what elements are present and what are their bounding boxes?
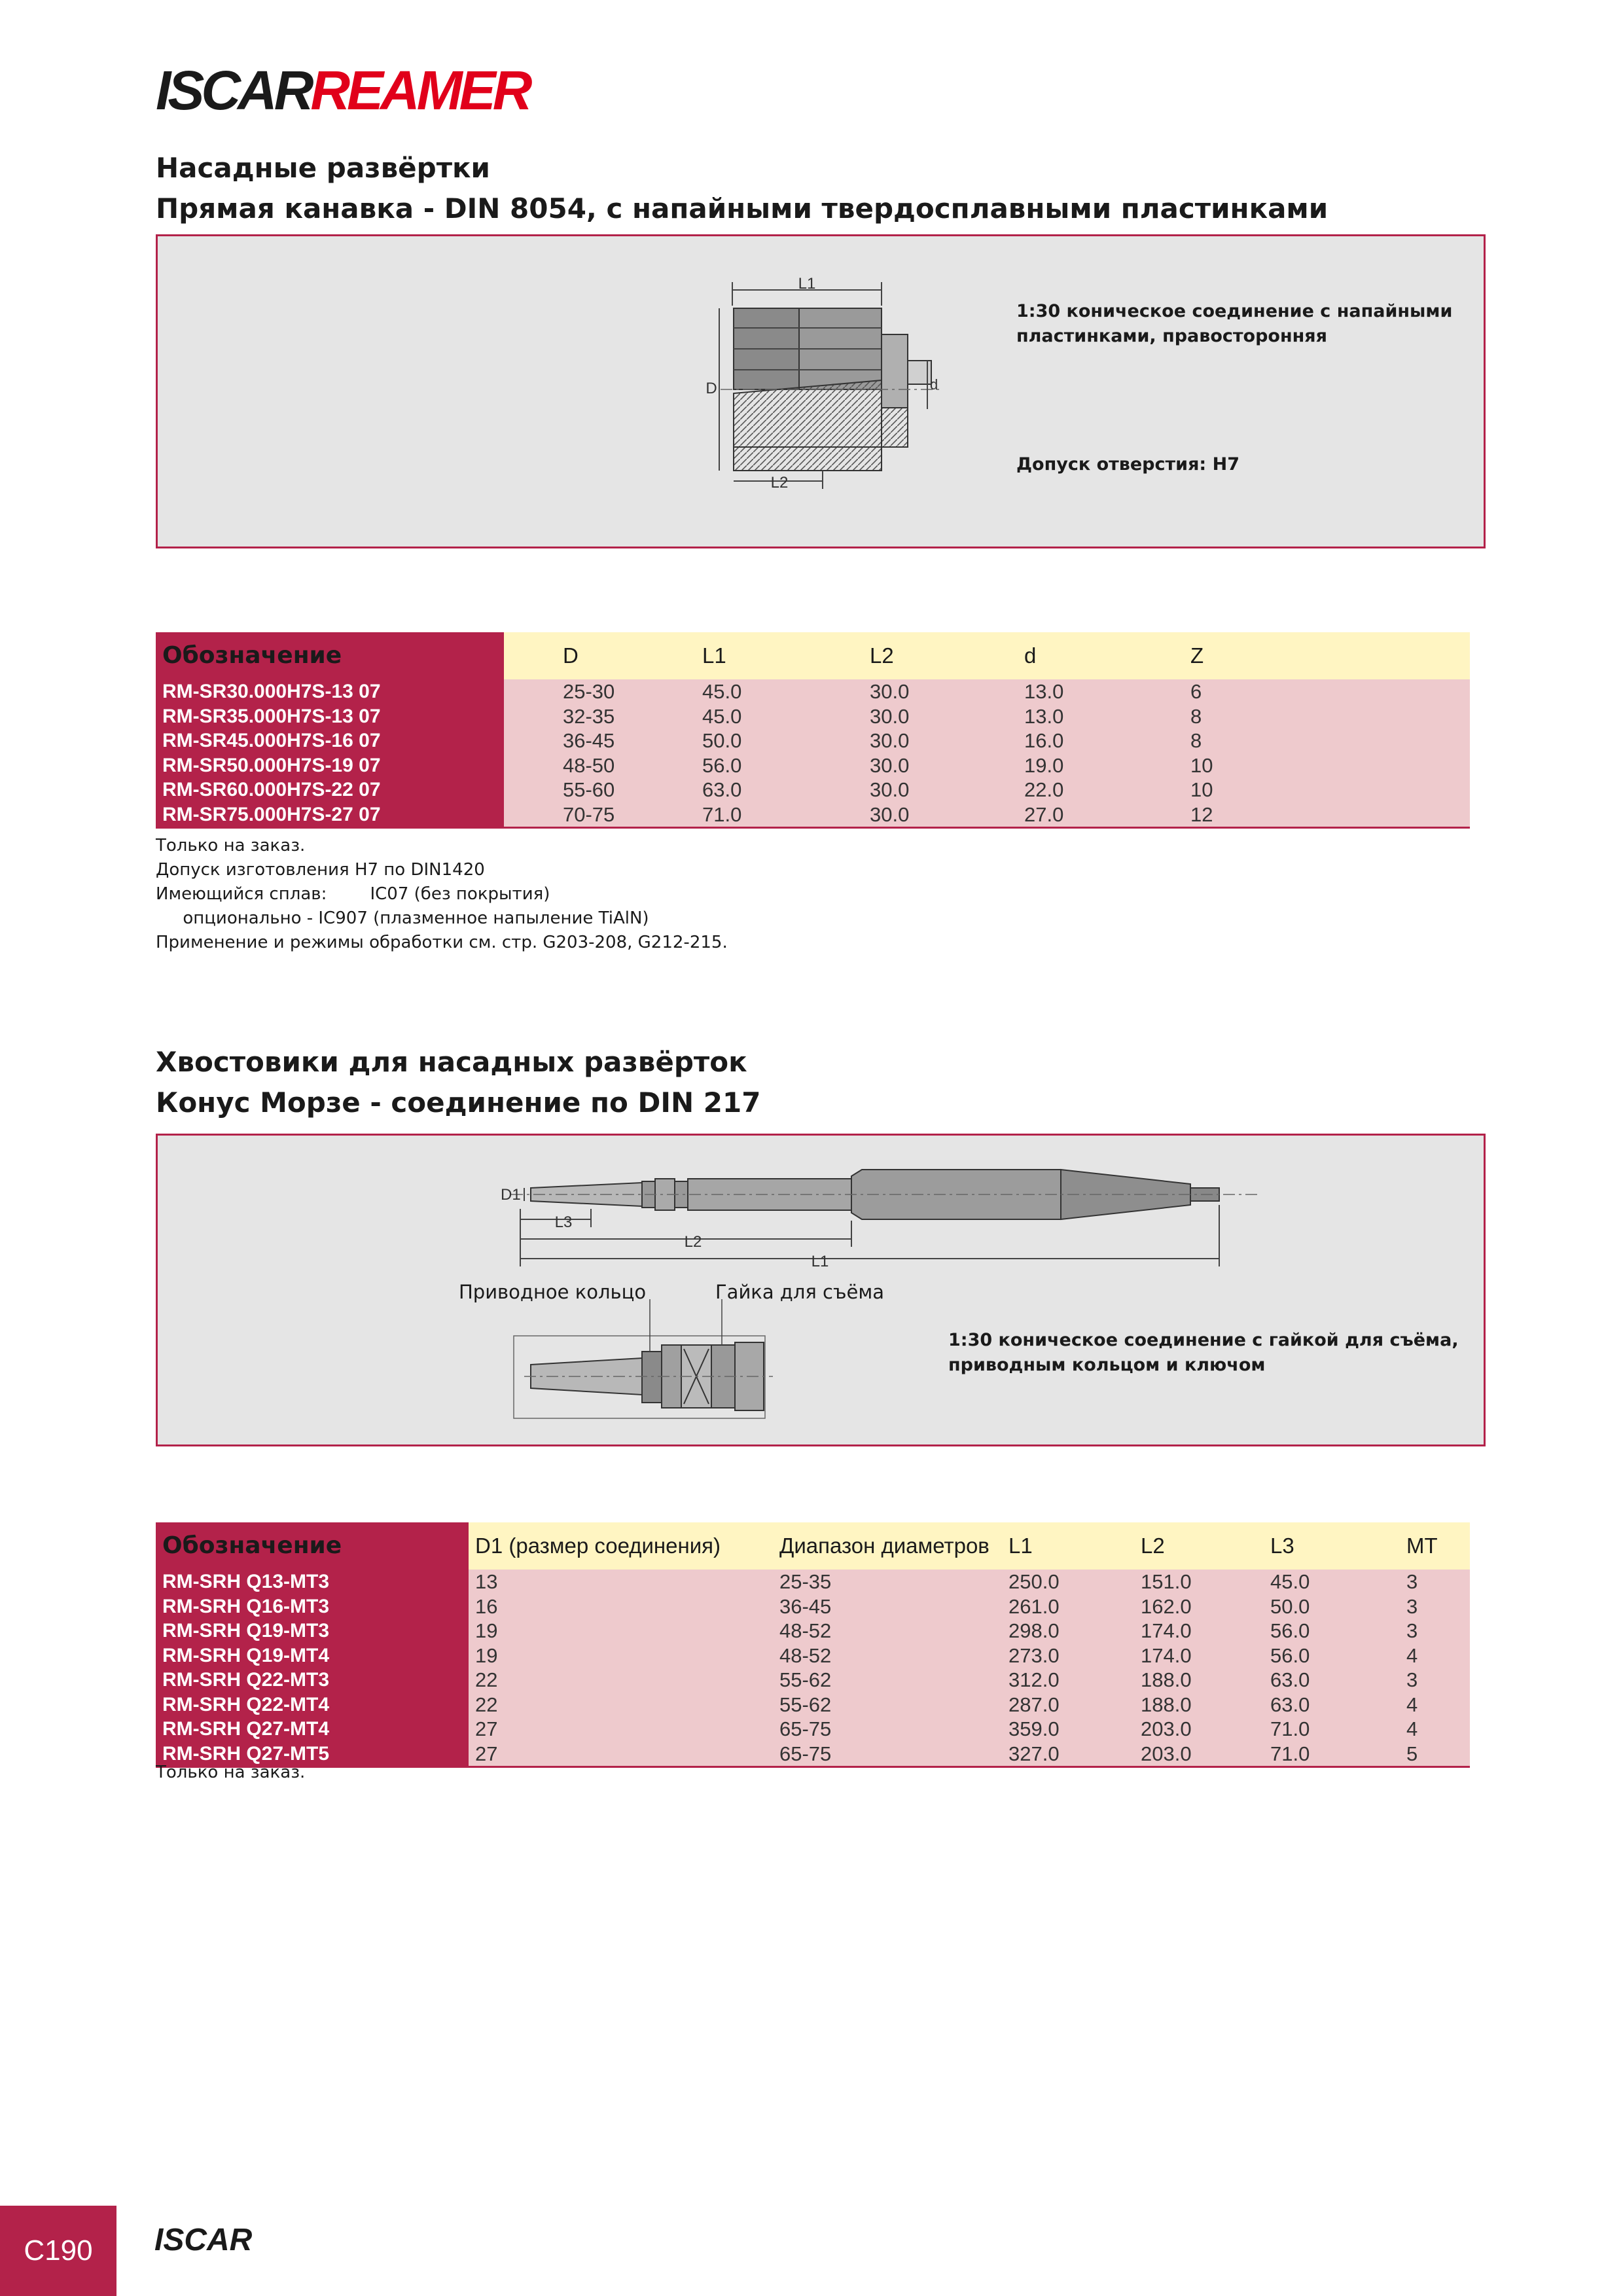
- table-cell: 13.0: [1024, 679, 1177, 704]
- designation-cell: RM-SRH Q27-MT5: [156, 1742, 469, 1767]
- table-header-row: [156, 1522, 1470, 1570]
- table-cell: 16.0: [1024, 728, 1177, 753]
- table-cell: 30.0: [870, 728, 1024, 753]
- table-cell: 71.0: [702, 802, 870, 828]
- table-row: [156, 1594, 1470, 1619]
- table-row: [156, 778, 1470, 802]
- table-row: [156, 1693, 1470, 1717]
- table-cell: 48-52: [779, 1643, 1008, 1668]
- col-header-range: Диапазон диаметров: [779, 1522, 1008, 1570]
- col-header-D1: D1 (размер соединения): [469, 1522, 779, 1570]
- table-cell: 3: [1388, 1570, 1470, 1594]
- table-cell: 203.0: [1141, 1717, 1270, 1742]
- dim-L3: L3: [554, 1213, 573, 1231]
- table-cell: 25-35: [779, 1570, 1008, 1594]
- table-cell: 203.0: [1141, 1742, 1270, 1767]
- table-cell: 56.0: [702, 753, 870, 778]
- table-cell: 30.0: [870, 753, 1024, 778]
- table-row: [156, 1742, 1470, 1767]
- section2-title: Хвостовики для насадных развёрток: [156, 1046, 747, 1078]
- designation-cell: RM-SRH Q16-MT3: [156, 1594, 469, 1619]
- section2-subtitle: Конус Морзе - соединение по DIN 217: [156, 1086, 761, 1119]
- reamer-drawing-panel: [156, 234, 1486, 548]
- table-cell: 27: [469, 1717, 779, 1742]
- reamer-note-line1: 1:30 коническое соединение с напайными: [1016, 301, 1453, 321]
- table-row: [156, 753, 1470, 778]
- footnote-line: Имеющийся сплав: IC07 (без покрытия): [156, 884, 550, 904]
- logo-iscar: ISCAR: [156, 60, 311, 121]
- table-cell: 45.0: [702, 704, 870, 729]
- table-cell: 174.0: [1141, 1619, 1270, 1643]
- dim-L2: L2: [770, 474, 789, 492]
- table-row: [156, 1643, 1470, 1668]
- table-cell: 10: [1177, 753, 1470, 778]
- dim-L1-arbor: L1: [811, 1253, 829, 1270]
- designation-cell: RM-SRH Q22-MT4: [156, 1693, 469, 1717]
- table-cell: 13.0: [1024, 704, 1177, 729]
- dim-L2-arbor: L2: [684, 1233, 702, 1251]
- designation-cell: RM-SRH Q19-MT3: [156, 1619, 469, 1643]
- table-cell: 287.0: [1008, 1693, 1141, 1717]
- table-row: [156, 679, 1470, 704]
- designation-cell: RM-SR75.000H7S-27 07: [156, 802, 504, 828]
- footnote-line: Только на заказ.: [156, 836, 306, 855]
- table-cell: 65-75: [779, 1742, 1008, 1767]
- reamer-spec-table: [156, 632, 1470, 829]
- col-header-L1: L1: [1008, 1522, 1141, 1570]
- label-drive-ring: Приводное кольцо: [459, 1281, 647, 1303]
- table-cell: 25-30: [504, 679, 702, 704]
- table-cell: 63.0: [702, 778, 870, 802]
- table-cell: 188.0: [1141, 1668, 1270, 1693]
- col-header-designation: Обозначение: [156, 1522, 469, 1570]
- table-cell: 19: [469, 1643, 779, 1668]
- table-cell: 63.0: [1270, 1693, 1388, 1717]
- col-header-L1: L1: [702, 632, 870, 679]
- table-cell: 55-62: [779, 1693, 1008, 1717]
- table-row: [156, 1668, 1470, 1693]
- table-cell: 151.0: [1141, 1570, 1270, 1594]
- table-cell: 70-75: [504, 802, 702, 828]
- designation-cell: RM-SR60.000H7S-22 07: [156, 778, 504, 802]
- table-cell: 71.0: [1270, 1717, 1388, 1742]
- table-row: [156, 1570, 1470, 1594]
- table-cell: 30.0: [870, 802, 1024, 828]
- footnote-line: Допуск изготовления H7 по DIN1420: [156, 860, 485, 880]
- table-cell: 8: [1177, 728, 1470, 753]
- table-cell: 48-50: [504, 753, 702, 778]
- arbor-spec-table: [156, 1522, 1470, 1768]
- table-cell: 188.0: [1141, 1693, 1270, 1717]
- table-header-row: [156, 632, 1470, 679]
- table-cell: 22: [469, 1668, 779, 1693]
- table-cell: 19: [469, 1619, 779, 1643]
- table-cell: 19.0: [1024, 753, 1177, 778]
- reamer-note-line2: пластинками, правосторонняя: [1016, 326, 1327, 346]
- table-cell: 27.0: [1024, 802, 1177, 828]
- dim-L1-top: L1: [798, 275, 816, 293]
- table-row: [156, 1717, 1470, 1742]
- arbor-note-line1: 1:30 коническое соединение с гайкой для съёма,: [948, 1330, 1459, 1350]
- designation-cell: RM-SRH Q13-MT3: [156, 1570, 469, 1594]
- table-cell: 250.0: [1008, 1570, 1141, 1594]
- table-cell: 22: [469, 1693, 779, 1717]
- dim-D1: D1: [501, 1186, 521, 1204]
- table-cell: 50.0: [702, 728, 870, 753]
- designation-cell: RM-SR50.000H7S-19 07: [156, 753, 504, 778]
- arbor-note: [948, 1328, 1459, 1378]
- table-cell: 5: [1388, 1742, 1470, 1767]
- shell-reamer-drawing: [158, 236, 1484, 547]
- table-cell: 45.0: [1270, 1570, 1388, 1594]
- table-row: [156, 728, 1470, 753]
- table-row: [156, 802, 1470, 828]
- table-cell: 71.0: [1270, 1742, 1388, 1767]
- table-cell: 55-60: [504, 778, 702, 802]
- table-cell: 45.0: [702, 679, 870, 704]
- iscar-reamer-logo: [156, 59, 529, 122]
- table-cell: 3: [1388, 1619, 1470, 1643]
- arbor-note-line2: приводным кольцом и ключом: [948, 1355, 1266, 1375]
- section1-title: Насадные развёртки: [156, 152, 490, 184]
- table-cell: 50.0: [1270, 1594, 1388, 1619]
- table-cell: 261.0: [1008, 1594, 1141, 1619]
- table-cell: 13: [469, 1570, 779, 1594]
- col-header-L2: L2: [870, 632, 1024, 679]
- table-cell: 22.0: [1024, 778, 1177, 802]
- table-cell: 359.0: [1008, 1717, 1141, 1742]
- table-cell: 30.0: [870, 679, 1024, 704]
- designation-cell: RM-SRH Q27-MT4: [156, 1717, 469, 1742]
- dim-D: D: [705, 380, 717, 397]
- table-cell: 174.0: [1141, 1643, 1270, 1668]
- table-row: [156, 704, 1470, 729]
- table-cell: 56.0: [1270, 1619, 1388, 1643]
- reamer-tolerance-note: Допуск отверстия: H7: [1016, 454, 1240, 475]
- table-cell: 16: [469, 1594, 779, 1619]
- designation-cell: RM-SRH Q22-MT3: [156, 1668, 469, 1693]
- table-cell: 27: [469, 1742, 779, 1767]
- reamer-note-1: [1016, 299, 1452, 349]
- table-cell: 10: [1177, 778, 1470, 802]
- designation-cell: RM-SRH Q19-MT4: [156, 1643, 469, 1668]
- designation-cell: RM-SR45.000H7S-16 07: [156, 728, 504, 753]
- table-cell: 56.0: [1270, 1643, 1388, 1668]
- col-header-Z: Z: [1177, 632, 1470, 679]
- table-cell: 36-45: [504, 728, 702, 753]
- table-cell: 36-45: [779, 1594, 1008, 1619]
- col-header-designation: Обозначение: [156, 632, 504, 679]
- footnote-line: опционально - IC907 (плазменное напыление TiAlN): [156, 908, 649, 928]
- arbor-footnote: Только на заказ.: [156, 1763, 306, 1782]
- page-number: C190: [0, 2206, 116, 2296]
- col-header-D: D: [504, 632, 702, 679]
- dim-d: d: [930, 376, 938, 393]
- table-cell: 3: [1388, 1594, 1470, 1619]
- footnote-line: Применение и режимы обработки см. стр. G203-208, G212-215.: [156, 933, 728, 952]
- designation-cell: RM-SR30.000H7S-13 07: [156, 679, 504, 704]
- logo-reamer: REAMER: [310, 60, 529, 121]
- table-cell: 3: [1388, 1668, 1470, 1693]
- table-cell: 32-35: [504, 704, 702, 729]
- table-cell: 30.0: [870, 704, 1024, 729]
- table-cell: 273.0: [1008, 1643, 1141, 1668]
- arbor-drawing-panel: [156, 1134, 1486, 1446]
- table-cell: 4: [1388, 1643, 1470, 1668]
- table-cell: 298.0: [1008, 1619, 1141, 1643]
- col-header-d: d: [1024, 632, 1177, 679]
- table-cell: 4: [1388, 1717, 1470, 1742]
- table-cell: 30.0: [870, 778, 1024, 802]
- footer-brand: ISCAR: [154, 2223, 253, 2257]
- table-cell: 12: [1177, 802, 1470, 828]
- table-cell: 4: [1388, 1693, 1470, 1717]
- table-cell: 55-62: [779, 1668, 1008, 1693]
- table-cell: 48-52: [779, 1619, 1008, 1643]
- table-cell: 6: [1177, 679, 1470, 704]
- table-row: [156, 1619, 1470, 1643]
- label-removal-nut: Гайка для съёма: [715, 1281, 884, 1303]
- table-cell: 327.0: [1008, 1742, 1141, 1767]
- table-cell: 65-75: [779, 1717, 1008, 1742]
- col-header-L3: L3: [1270, 1522, 1388, 1570]
- table-cell: 63.0: [1270, 1668, 1388, 1693]
- designation-cell: RM-SR35.000H7S-13 07: [156, 704, 504, 729]
- col-header-MT: MT: [1388, 1522, 1470, 1570]
- col-header-L2: L2: [1141, 1522, 1270, 1570]
- table-cell: 162.0: [1141, 1594, 1270, 1619]
- table-cell: 8: [1177, 704, 1470, 729]
- section1-subtitle: Прямая канавка - DIN 8054, с напайными твердосплавными пластинками: [156, 192, 1329, 224]
- table-cell: 312.0: [1008, 1668, 1141, 1693]
- reamer-footnotes: [156, 834, 728, 955]
